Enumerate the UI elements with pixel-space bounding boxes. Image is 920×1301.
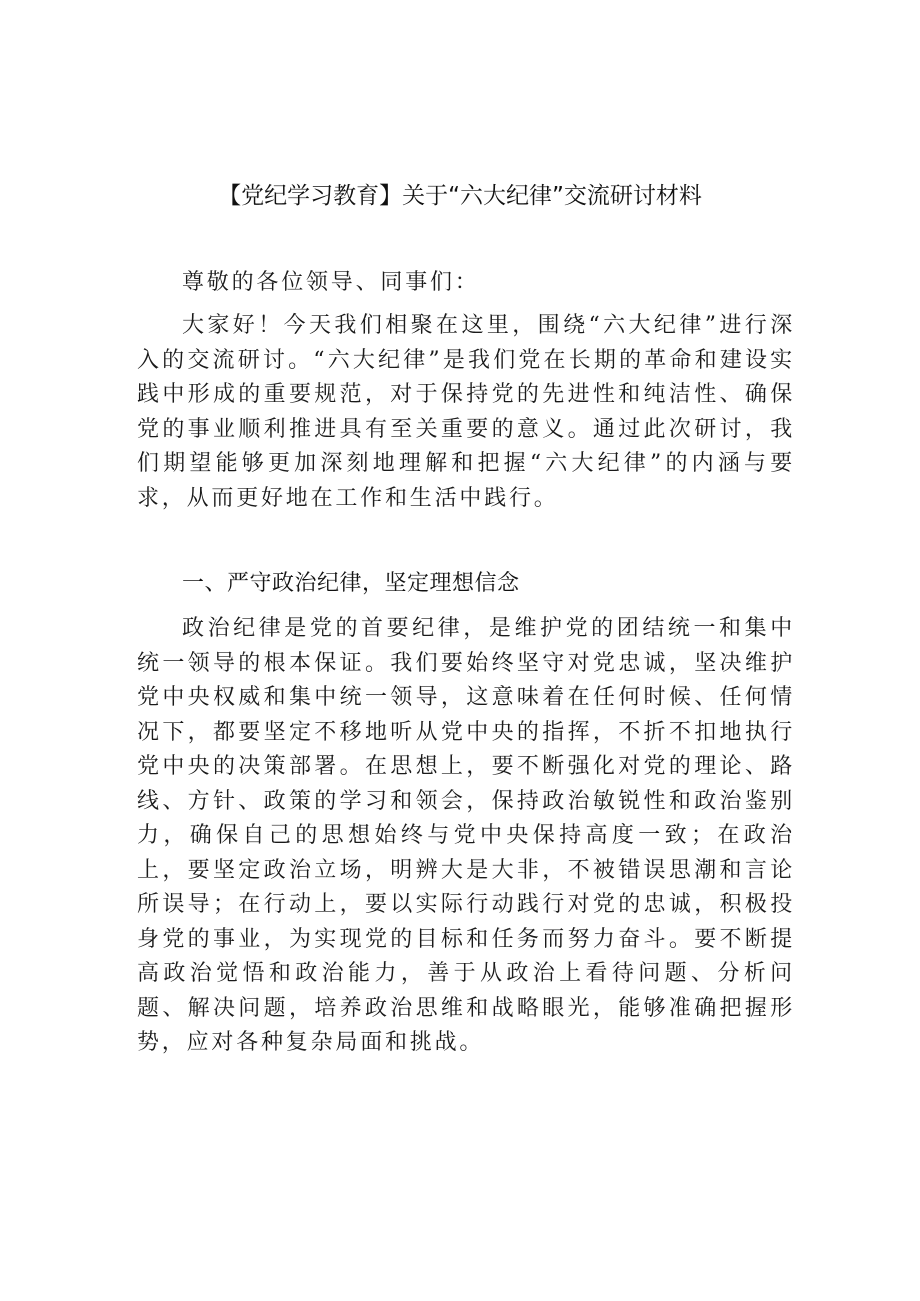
document-title: 【党纪学习教育】关于“六大纪律”交流研讨材料 [218, 183, 702, 209]
section-paragraph: 政治纪律是党的首要纪律，是维护党的团结统一和集中统一领导的根本保证。我们要始终坚守对党忠诚，坚决维护党中央权威和集中统一领导，这意味着在任何时候、任何情况下，都要坚定不移地听从党中央的指挥，不折不扣地执行党中央的决策部署。在思想上，要不断强化对党的理论、路线、方针、政策的学习和领会，保持政治敏锐性和政治鉴别力，确保自己的思想始终与党中央保持高度一致；在政治上，要坚定政治立场，明辨大是大非，不被错误思潮和言论所误导；在行动上，要以实际行动践行对党的忠诚，积极投身党的事业，为实现党的目标和任务而努力奋斗。要不断提高政治觉悟和政治能力，善于从政治上看待问题、分析问题、解决问题，培养政治思维和战略眼光，能够准确把握形势，应对各种复杂局面和挑战。 [137, 616, 795, 1055]
section-heading: 一、严守政治纪律，坚定理想信念 [182, 571, 520, 596]
intro-paragraph: 大家好！今天我们相聚在这里，围绕“六大纪律”进行深入的交流研讨。“六大纪律”是我们党在长期的革命和建设实践中形成的重要规范，对于保持党的先进性和纯洁性、确保党的事业顺利推进具有至关重要的意义。通过此次研讨，我们期望能够更加深刻地理解和把握“六大纪律”的内涵与要求，从而更好地在工作和生活中践行。 [137, 313, 795, 511]
salutation: 尊敬的各位领导、同事们： [182, 270, 480, 295]
